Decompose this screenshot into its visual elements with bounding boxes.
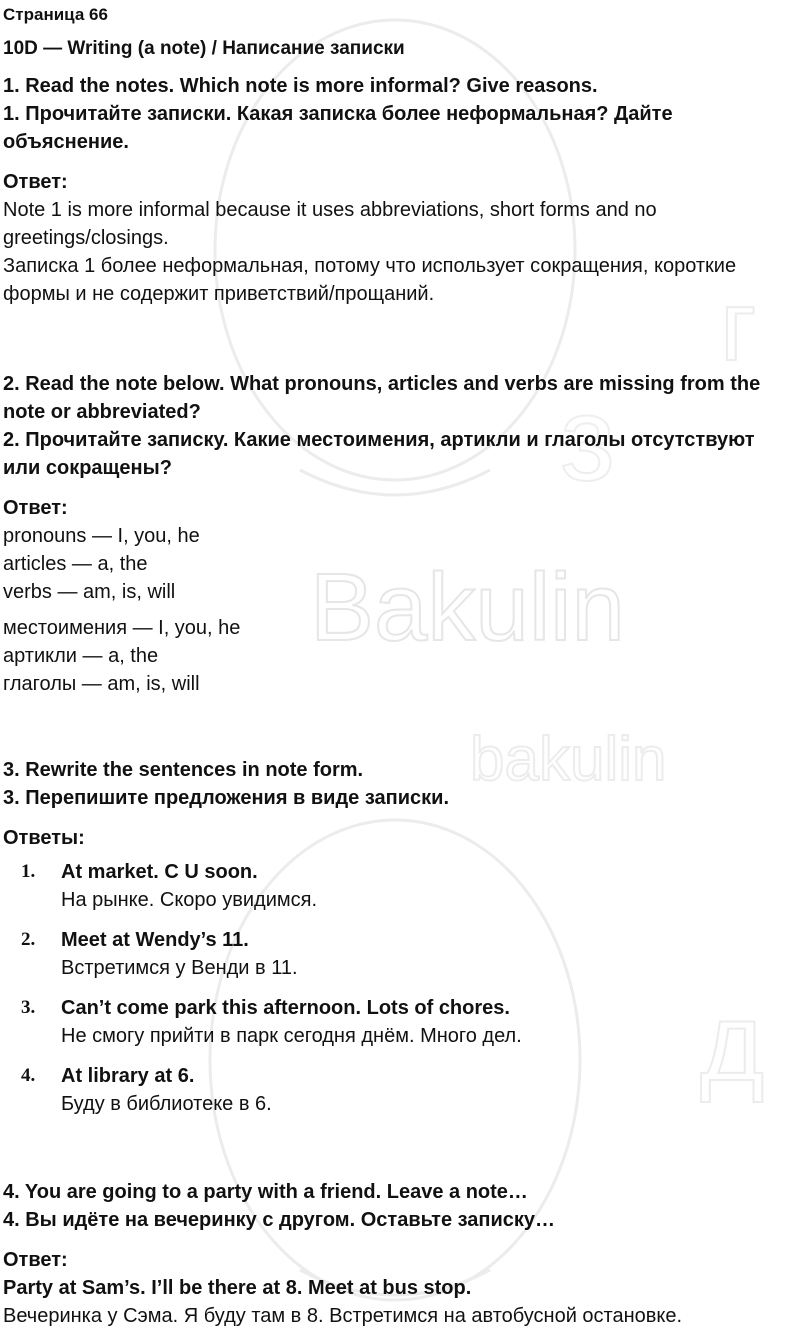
task-3-question-en: 3. Rewrite the sentences in note form.	[3, 759, 364, 781]
list-item-en: Can’t come park this afternoon. Lots of chores.	[61, 997, 510, 1019]
task-2-line-en-articles: articles — a, the	[3, 553, 148, 575]
list-item-en: Meet at Wendy’s 11.	[61, 929, 249, 951]
task-2-line-en-pronouns: pronouns — I, you, he	[3, 525, 200, 547]
section-title: 10D — Writing (a note) / Написание записки	[3, 38, 405, 59]
list-item-number: 4.	[21, 1065, 36, 1086]
list-item-en: At market. C U soon.	[61, 861, 258, 883]
task-4-question-ru: 4. Вы идёте на вечеринку с другом. Оставьте записку…	[3, 1209, 556, 1231]
page-number-label: Страница 66	[3, 5, 108, 24]
task-4	[3, 1178, 793, 1330]
task-2-answer-label: Ответ:	[3, 497, 68, 519]
task-1	[3, 72, 793, 308]
task-2-line-ru-verbs: глаголы — am, is, will	[3, 673, 200, 695]
task-3-question-ru: 3. Перепишите предложения в виде записки.	[3, 787, 450, 809]
list-item	[3, 926, 793, 982]
list-item-ru: Буду в библиотеке в 6.	[61, 1093, 272, 1115]
list-item-ru: На рынке. Скоро увидимся.	[61, 889, 317, 911]
watermark-letter-3: з	[560, 372, 616, 506]
task-1-answer-en: Note 1 is more informal because it uses abbreviations, short forms and no greetings/closings.	[3, 199, 657, 249]
list-item	[3, 1062, 793, 1118]
watermark-word: Bakulin	[310, 554, 625, 661]
task-1-question-en: 1. Read the notes. Which note is more informal? Give reasons.	[3, 75, 598, 97]
task-4-question-en: 4. You are going to a party with a friend. Leave a note…	[3, 1181, 528, 1203]
task-1-answer-ru: Записка 1 более неформальная, потому что использует сокращения, короткие формы и не содержит приветствий/прощаний.	[3, 255, 737, 305]
task-2-line-en-verbs: verbs — am, is, will	[3, 581, 176, 603]
task-3	[3, 756, 793, 1118]
task-4-answer-ru: Вечеринка у Сэма. Я буду там в 8. Встретимся на автобусной остановке.	[3, 1305, 683, 1327]
task-2-line-ru-pronouns: местоимения — I, you, he	[3, 617, 241, 639]
task-1-question-ru: 1. Прочитайте записки. Какая записка более неформальная? Дайте объяснение.	[3, 103, 673, 153]
list-item-en: At library at 6.	[61, 1065, 195, 1087]
list-item-ru: Не смогу прийти в парк сегодня днём. Много дел.	[61, 1025, 522, 1047]
task-1-answer-label: Ответ:	[3, 171, 68, 193]
watermark-letter-2: д	[700, 981, 765, 1104]
list-item	[3, 994, 793, 1050]
list-item-number: 2.	[21, 929, 36, 950]
task-2-question-ru: 2. Прочитайте записку. Какие местоимения, артикли и глаголы отсутствуют или сокращены?	[3, 429, 755, 479]
list-item-number: 1.	[21, 861, 36, 882]
task-2	[3, 370, 793, 698]
task-4-answer-label: Ответ:	[3, 1249, 68, 1271]
watermark-word-small: bakulin	[470, 725, 667, 794]
task-3-answer-label: Ответы:	[3, 827, 85, 849]
task-2-question-en: 2. Read the note below. What pronouns, articles and verbs are missing from the note or abbreviated?	[3, 373, 761, 423]
list-item-ru: Встретимся у Венди в 11.	[61, 957, 298, 979]
task-3-answer-list	[3, 858, 793, 1118]
task-4-answer-en: Party at Sam’s. I’ll be there at 8. Meet at bus stop.	[3, 1277, 472, 1299]
watermark-letter-1: г	[720, 270, 757, 382]
list-item-number: 3.	[21, 997, 36, 1018]
task-2-line-ru-articles: артикли — a, the	[3, 645, 159, 667]
list-item	[3, 858, 793, 914]
